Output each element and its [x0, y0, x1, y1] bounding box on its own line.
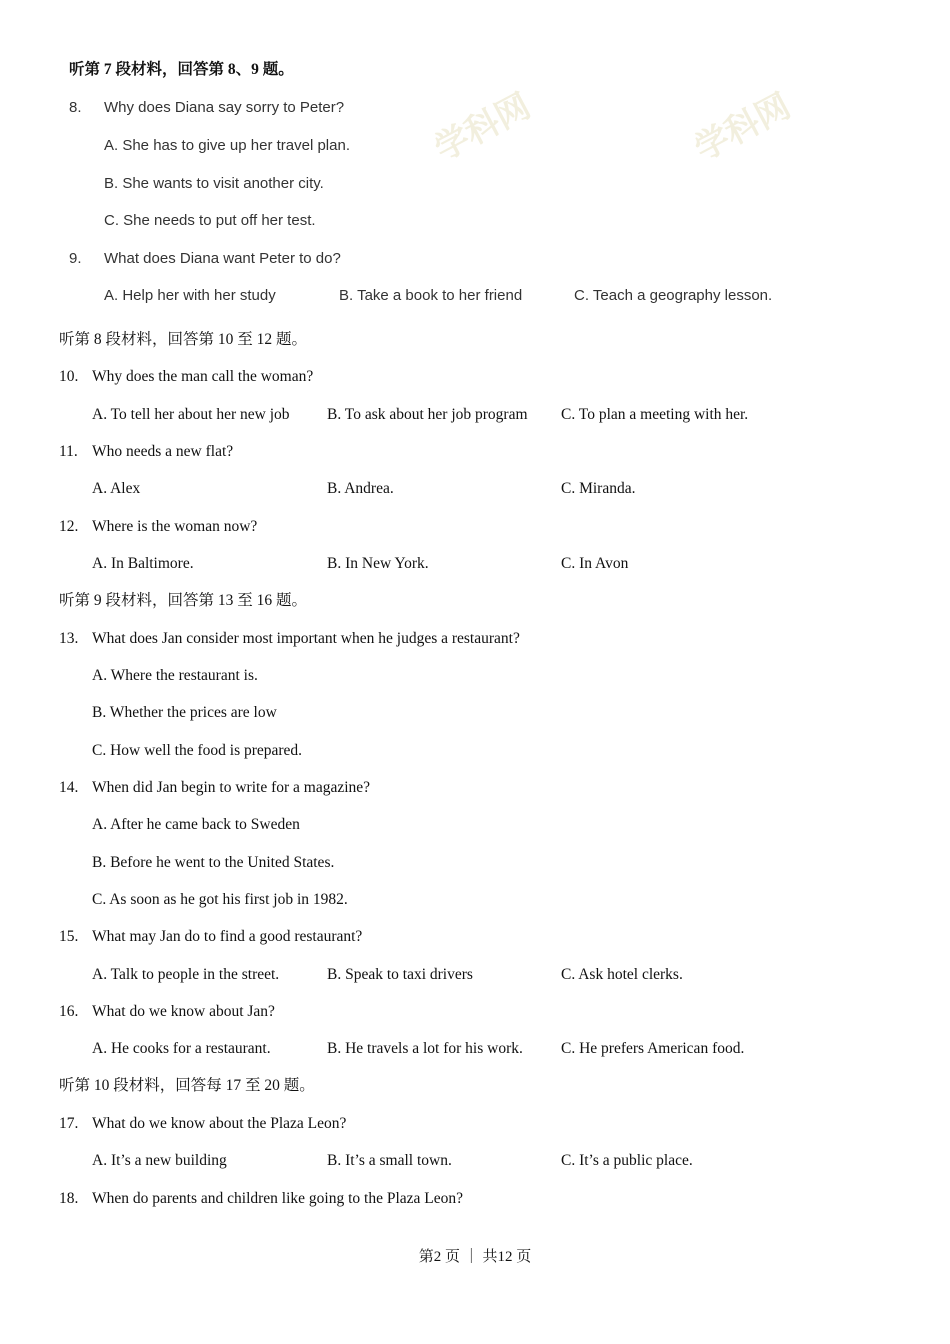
option: C. Ask hotel clerks.	[561, 966, 683, 983]
question-number: 12.	[59, 518, 79, 535]
option: B. She wants to visit another city.	[104, 175, 324, 192]
option: A. Talk to people in the street.	[92, 966, 280, 983]
question-13	[59, 629, 520, 649]
question-number: 10.	[59, 368, 79, 385]
question-number: 15.	[59, 928, 79, 945]
question-text: Why does the man call the woman?	[92, 368, 314, 385]
option: C. How well the food is prepared.	[92, 742, 303, 759]
question-number: 16.	[59, 1003, 79, 1020]
question-number: 9.	[69, 250, 82, 267]
question-text: Who needs a new flat?	[92, 443, 234, 460]
option: A. In Baltimore.	[92, 555, 194, 572]
option: C. She needs to put off her test.	[104, 212, 316, 229]
option: B. It’s a small town.	[327, 1152, 452, 1169]
question-text: Why does Diana say sorry to Peter?	[104, 99, 345, 116]
option: B. To ask about her job program	[327, 406, 528, 423]
question-17	[59, 1114, 346, 1134]
question-text: When do parents and children like going to the Plaza Leon?	[92, 1190, 464, 1207]
watermark: 学科网	[688, 85, 798, 170]
option: C. It’s a public place.	[561, 1152, 693, 1169]
question-number: 17.	[59, 1115, 79, 1132]
option: C. In Avon	[561, 555, 629, 572]
page-footer: 第2 页 ｜ 共12 页	[418, 1249, 532, 1265]
option: A. He cooks for a restaurant.	[92, 1040, 271, 1057]
question-text: What does Jan consider most important when he judges a restaurant?	[92, 630, 520, 647]
option: A. Where the restaurant is.	[92, 667, 258, 684]
option: A. Alex	[92, 480, 141, 497]
option: A. Help her with her study	[104, 287, 276, 304]
option: C. To plan a meeting with her.	[561, 406, 749, 423]
option: B. Take a book to her friend	[339, 287, 523, 304]
option: A. To tell her about her new job	[92, 406, 290, 423]
option: A. After he came back to Sweden	[92, 816, 300, 833]
question-12	[59, 517, 257, 537]
option: B. Whether the prices are low	[92, 704, 277, 721]
section-heading: 听第 10 段材料，回答每 17 至 20 题。	[59, 1077, 315, 1094]
option: C. He prefers American food.	[561, 1040, 745, 1057]
option: A. It’s a new building	[92, 1152, 227, 1169]
option: B. Speak to taxi drivers	[327, 966, 473, 983]
option: B. In New York.	[327, 555, 429, 572]
question-number: 14.	[59, 779, 79, 796]
option: B. Andrea.	[327, 480, 394, 497]
option: C. As soon as he got his first job in 1982.	[92, 891, 348, 908]
section-heading: 听第 9 段材料，回答第 13 至 16 题。	[59, 592, 308, 609]
option: B. He travels a lot for his work.	[327, 1040, 523, 1057]
section-heading: 听第 8 段材料，回答第 10 至 12 题。	[59, 331, 308, 348]
question-18	[59, 1189, 463, 1209]
question-text: What do we know about the Plaza Leon?	[92, 1115, 347, 1132]
question-15	[59, 927, 362, 947]
question-text: Where is the woman now?	[92, 518, 258, 535]
option: B. Before he went to the United States.	[92, 854, 335, 871]
question-text: What do we know about Jan?	[92, 1003, 275, 1020]
question-number: 13.	[59, 630, 79, 647]
option: C. Teach a geography lesson.	[574, 287, 773, 304]
question-text: What does Diana want Peter to do?	[104, 250, 341, 267]
option: C. Miranda.	[561, 480, 636, 497]
question-number: 8.	[69, 99, 82, 116]
option: A. She has to give up her travel plan.	[104, 137, 350, 154]
question-number: 18.	[59, 1190, 79, 1207]
question-11	[59, 442, 233, 462]
question-8	[69, 98, 344, 118]
question-9	[69, 249, 341, 269]
watermark: 学科网	[428, 85, 538, 170]
question-16	[59, 1002, 275, 1022]
question-10	[59, 367, 313, 387]
question-number: 11.	[59, 443, 78, 460]
question-text: When did Jan begin to write for a magazine?	[92, 779, 371, 796]
question-14	[59, 778, 370, 798]
section-heading: 听第 7 段材料，回答第 8、9 题。	[69, 61, 294, 78]
question-text: What may Jan do to find a good restaurant?	[92, 928, 363, 945]
